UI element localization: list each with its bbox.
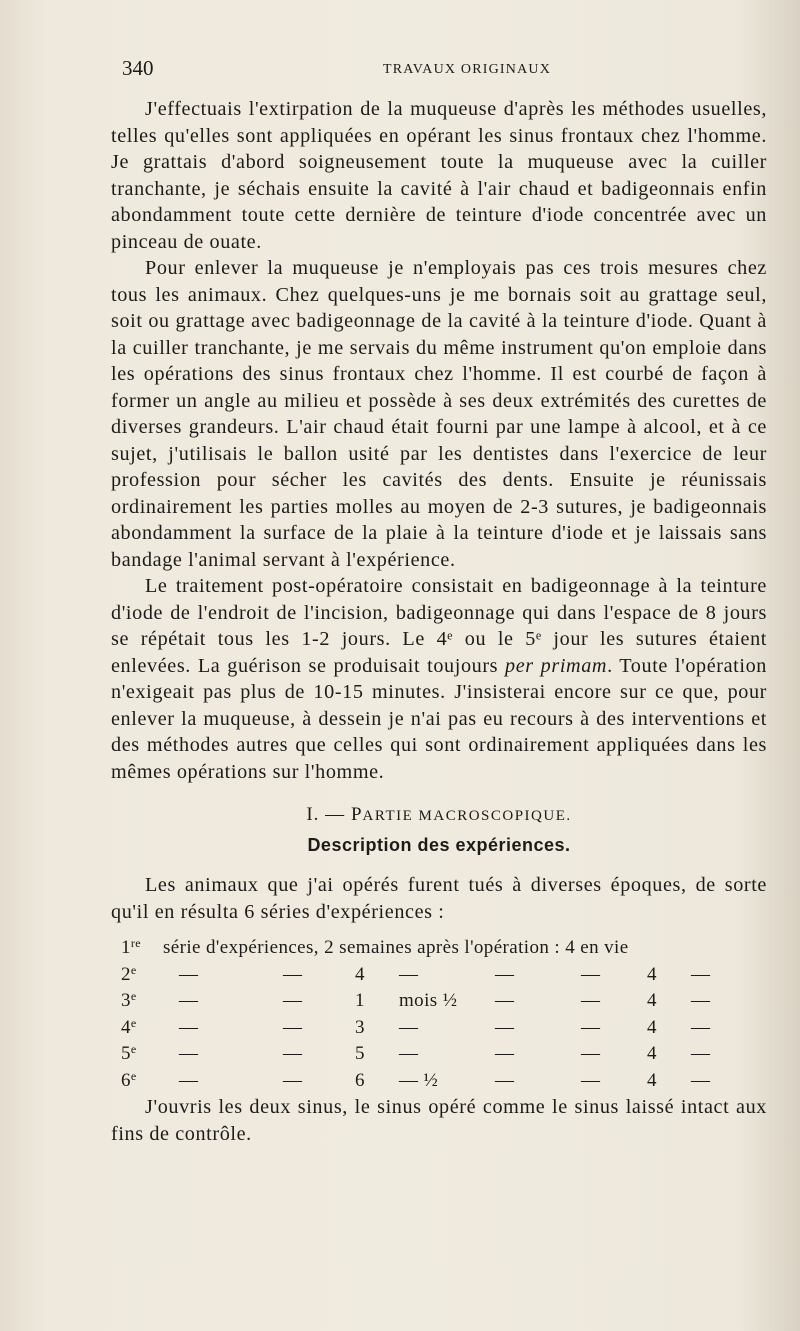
- series-cell: —: [283, 1043, 303, 1064]
- section-title-initial: P: [350, 804, 363, 825]
- series-cell: —: [691, 990, 711, 1011]
- series-cell: 6: [355, 1069, 365, 1091]
- italic-term: per primam: [505, 654, 608, 677]
- series-label: 3e: [121, 989, 137, 1011]
- series-cell: 5: [355, 1043, 365, 1064]
- series-text: série d'expériences, 2 semaines après l'opération : 4 en vie: [163, 937, 629, 958]
- series-cell: mois ½: [399, 990, 458, 1011]
- paragraph: Pour enlever la muqueuse je n'employais pas ces trois mesures chez tous les animaux. Chez quelques-uns je me bornais soit au grattage seul, soit ou grattage avec badigeonnage de la cavité à la teinture d'iode. Quant à la cuiller tranchante, je me servais du même instrument qu'on emploie dans les opérations des sinus frontaux chez l'homme. Il est courbé de façon à former un angle au milieu et possède à ses deux extrémités des curettes de diverses grandeurs. L'air chaud était fourni par une lampe à alcool, et à ce sujet, j'utilisais le ballon usité par les dentistes dans l'exercice de leur profession pour sécher les cavités des dents. Ensuite je réunissais ordinairement les parties molles au moyen de 2-3 sutures, je badigeonnais abondamment la surface de la plaie à la teinture d'iode et je laissais sans bandage l'animal servant à l'expérience.: [111, 257, 767, 571]
- section-title: ARTIE MACROSCOPIQUE.: [362, 808, 572, 824]
- series-cell: —: [495, 1069, 515, 1091]
- series-cell: —: [283, 1069, 303, 1091]
- page-number: 340: [122, 56, 154, 80]
- series-cell: 1: [355, 990, 365, 1011]
- paragraph: [111, 573, 767, 785]
- series-cell: 4: [647, 1043, 657, 1064]
- series-cell: —: [399, 963, 419, 985]
- series-cell: —: [581, 990, 601, 1011]
- series-cell: 4: [355, 963, 365, 985]
- series-cell: —: [691, 1043, 711, 1064]
- series-row: [111, 935, 767, 962]
- series-cell: —: [581, 1069, 601, 1091]
- series-cell: —: [179, 990, 199, 1011]
- series-cell: —: [495, 1016, 515, 1038]
- body-text: [111, 96, 767, 1147]
- series-row: [111, 988, 767, 1015]
- series-cell: —: [179, 1069, 199, 1091]
- series-cell: —: [495, 963, 515, 985]
- series-label: 4e: [121, 1015, 137, 1038]
- series-cell: —: [179, 963, 199, 985]
- series-cell: —: [495, 1043, 515, 1064]
- series-cell: —: [495, 990, 515, 1011]
- subheading: Description des expériences.: [307, 834, 571, 855]
- series-label: 6e: [121, 1068, 137, 1091]
- series-cell: —: [179, 1016, 199, 1038]
- series-row: [111, 1015, 767, 1042]
- paragraph: J'ouvris les deux sinus, le sinus opéré comme le sinus laissé intact aux fins de contrôle.: [111, 1096, 767, 1145]
- series-cell: —: [581, 963, 601, 985]
- series-cell: —: [283, 990, 303, 1011]
- running-head: TRAVAUX ORIGINAUX: [382, 62, 552, 77]
- series-cell: 4: [647, 1016, 657, 1038]
- series-cell: —: [581, 1016, 601, 1038]
- paragraph-text: . Toute l'opération n'exigeait pas plus de 10-15 minutes. J'insisterai encore sur ce que, pour enlever la muqueuse, à dessein je n'ai pas eu recours à des interventions et des méthodes autres que celles qui sont ordinairement appliquées dans les mêmes opérations sur l'homme.: [111, 654, 767, 783]
- series-cell: — ½: [399, 1069, 439, 1091]
- series-row: [111, 1041, 767, 1068]
- series-list: [111, 935, 767, 1094]
- series-row: [111, 962, 767, 989]
- series-cell: —: [283, 963, 303, 985]
- series-cell: —: [691, 1016, 711, 1038]
- series-label: 2e: [121, 962, 137, 985]
- paragraph-text: Le traitement post-opératoire consistait en badigeonnage à la teinture d'iode de l'endroit de l'incision, badigeonnage qui dans l'espace de 8 jours se répétait tous les 1-2 jours. Le 4ᵉ ou le 5ᵉ jour les sutures étaient enlevées. La guérison se produisait toujours: [111, 575, 767, 677]
- series-cell: —: [691, 1069, 711, 1091]
- series-cell: —: [399, 1043, 419, 1064]
- page-header: [122, 56, 772, 86]
- section-heading: [111, 802, 767, 830]
- series-cell: —: [179, 1043, 199, 1064]
- series-cell: 4: [647, 963, 657, 985]
- paragraph: Les animaux que j'ai opérés furent tués à diverses époques, de sorte qu'il en résulta 6 séries d'expériences :: [111, 874, 767, 923]
- series-row: [111, 1068, 767, 1095]
- series-label: 5e: [121, 1042, 137, 1064]
- series-cell: —: [399, 1016, 419, 1038]
- series-cell: —: [581, 1043, 601, 1064]
- series-cell: 4: [647, 1069, 657, 1091]
- series-cell: —: [283, 1016, 303, 1038]
- series-cell: 4: [647, 990, 657, 1011]
- series-cell: —: [691, 963, 711, 985]
- series-cell: 3: [355, 1016, 365, 1038]
- section-number: I. —: [306, 804, 346, 825]
- paragraph: J'effectuais l'extirpation de la muqueuse d'après les méthodes usuelles, telles qu'elles sont appliquées en opérant les sinus frontaux chez l'homme. Je grattais d'abord soigneusement toute la muqueuse avec la cuiller tranchante, je séchais ensuite la cavité à l'air chaud et badigeonnais enfin abondamment toute cette dernière de teinture d'iode concentrée avec un pinceau de ouate.: [111, 98, 767, 253]
- series-label: 1re: [121, 936, 142, 958]
